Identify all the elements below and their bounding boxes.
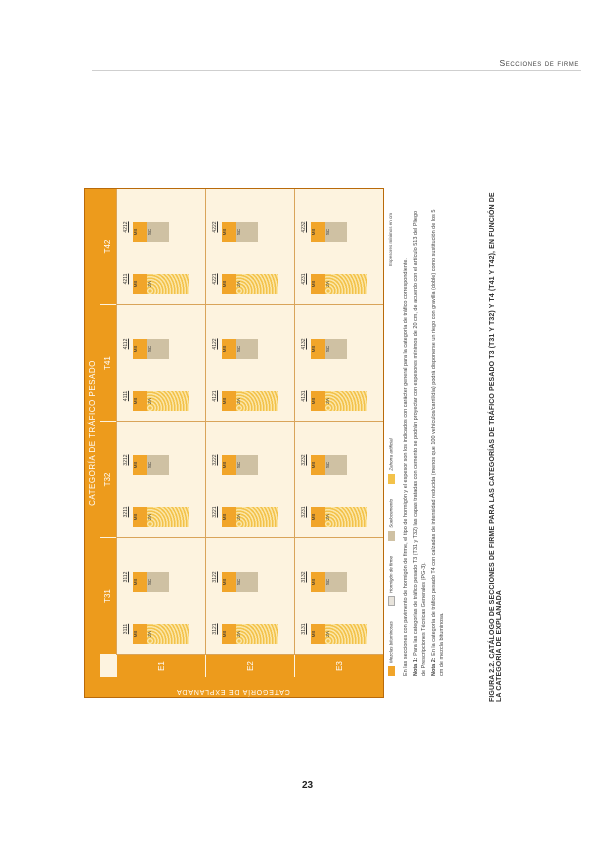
- section-4131: [301, 379, 371, 413]
- legend-item-mb: Mezclas bituminosas: [388, 621, 395, 676]
- legend-swatch-hf: [388, 596, 395, 606]
- traffic-col-t41: T41: [100, 305, 116, 422]
- section-4221: [212, 262, 282, 296]
- section-code: 4122: [212, 338, 218, 350]
- section-code: 3111: [123, 623, 129, 635]
- layer-mb: MB: [311, 222, 325, 242]
- layer-mb: MB: [311, 455, 325, 475]
- layer-za: ZA: [325, 507, 367, 527]
- traffic-header: CATEGORÍA DE TRÁFICO PESADO: [85, 189, 100, 677]
- row-label-e1: E1: [116, 655, 205, 677]
- layer-mb: MB: [133, 339, 147, 359]
- layer-mb: MB: [222, 455, 236, 475]
- catalog-matrix: [84, 188, 384, 698]
- section-4112: [123, 327, 193, 361]
- matrix-cell: [205, 305, 294, 422]
- page-number: 23: [301, 780, 314, 791]
- note-general: En las secciones con pavimento de hormigón de firme, el tipo de hormigón y el espesor son los indicados con carácter general para la categoría de tráfico correspondiente.: [403, 258, 409, 676]
- legend-swatch-mb: [388, 666, 395, 676]
- layer-sc: SC: [325, 222, 347, 242]
- matrix-cell: [116, 538, 205, 655]
- section-code: 3231: [301, 506, 307, 518]
- matrix-cell: [205, 538, 294, 655]
- legend-item-sc: Suelocemento: [388, 499, 395, 541]
- layer-za: ZA: [147, 391, 189, 411]
- layer-za: ZA: [325, 624, 367, 644]
- layer-sc: SC: [236, 222, 258, 242]
- layer-mb: MB: [133, 572, 147, 592]
- section-code: 3112: [123, 571, 129, 583]
- traffic-col-t32: T32: [100, 422, 116, 538]
- section-3121: [212, 612, 282, 646]
- explanada-header-text: CATEGORÍA DE EXPLANADA: [176, 688, 290, 695]
- layer-sc: SC: [325, 339, 347, 359]
- section-4132: [301, 327, 371, 361]
- section-code: 3221: [212, 506, 218, 518]
- matrix-cell: [205, 189, 294, 305]
- section-3131: [301, 612, 371, 646]
- layer-mb: MB: [311, 572, 325, 592]
- section-3212: [123, 443, 193, 477]
- note-1: Nota 1: Para las categorías de tráfico pesado T3 (T31 y T32) las capas tratadas con cemento se podrán proyectar con espesores mínimos de 20 cm, de acuerdo con el artículo 513 del Pliego de Prescripciones Técnicas Generales (PG-3).: [413, 210, 427, 676]
- section-code: 4212: [123, 221, 129, 233]
- layer-za: ZA: [147, 507, 189, 527]
- layer-za: ZA: [236, 507, 278, 527]
- section-4111: [123, 379, 193, 413]
- section-3211: [123, 495, 193, 529]
- section-3222: [212, 443, 282, 477]
- rotated-figure: [84, 184, 504, 704]
- section-3221: [212, 495, 282, 529]
- matrix-cell: [294, 305, 383, 422]
- layer-za: ZA: [325, 391, 367, 411]
- section-code: 3211: [123, 506, 129, 518]
- section-code: 4221: [212, 273, 218, 285]
- section-4212: [123, 210, 193, 244]
- section-code: 4131: [301, 390, 307, 402]
- layer-mb: MB: [222, 391, 236, 411]
- layer-za: ZA: [236, 274, 278, 294]
- section-code: 3131: [301, 623, 307, 635]
- layer-mb: MB: [311, 274, 325, 294]
- layer-za: ZA: [236, 391, 278, 411]
- section-code: 4222: [212, 221, 218, 233]
- matrix-cell: [294, 189, 383, 305]
- units-note: Espesores mínimos en cm: [388, 212, 393, 266]
- traffic-col-t42: T42: [100, 189, 116, 305]
- legend-swatch-sc: [388, 531, 395, 541]
- layer-mb: MB: [133, 391, 147, 411]
- section-code: 3132: [301, 571, 307, 583]
- layer-sc: SC: [236, 455, 258, 475]
- section-code: 4232: [301, 221, 307, 233]
- section-code: 3212: [123, 454, 129, 466]
- layer-za: ZA: [147, 624, 189, 644]
- layer-mb: MB: [133, 274, 147, 294]
- section-code: 4112: [123, 338, 129, 350]
- figure-caption: FIGURA 2.2. CATÁLOGO DE SECCIONES DE FIRME PARA LAS CATEGORÍAS DE TRÁFICO PESADO T3 (T31 Y T32) Y T4 (T41 Y T42), EN FUNCIÓN DE LA CATEGORÍA DE EXPLANADA: [489, 192, 503, 702]
- layer-mb: MB: [133, 507, 147, 527]
- layer-mb: MB: [133, 222, 147, 242]
- section-4222: [212, 210, 282, 244]
- layer-sc: SC: [236, 572, 258, 592]
- layer-mb: MB: [222, 624, 236, 644]
- layer-mb: MB: [222, 572, 236, 592]
- section-3132: [301, 560, 371, 594]
- layer-mb: MB: [222, 507, 236, 527]
- section-4231: [301, 262, 371, 296]
- section-code: 4132: [301, 338, 307, 350]
- section-code: 4231: [301, 273, 307, 285]
- legend-swatch-za: [388, 474, 395, 484]
- layer-mb: MB: [222, 274, 236, 294]
- layer-za: ZA: [236, 624, 278, 644]
- layer-mb: MB: [133, 624, 147, 644]
- row-label-e3: E3: [294, 655, 383, 677]
- section-3231: [301, 495, 371, 529]
- section-code: 3121: [212, 623, 218, 635]
- section-code: 3232: [301, 454, 307, 466]
- explanada-header: [85, 677, 383, 697]
- layer-sc: SC: [325, 572, 347, 592]
- matrix-cell: [116, 305, 205, 422]
- header-rule: [92, 70, 581, 71]
- legend-item-hf: Hormigón de firme: [388, 556, 395, 606]
- notes: [402, 206, 448, 676]
- section-code: 4211: [123, 273, 129, 285]
- section-code: 3222: [212, 454, 218, 466]
- section-3112: [123, 560, 193, 594]
- page-header: Secciones de firme: [499, 58, 579, 68]
- matrix-cell: [116, 422, 205, 538]
- section-code: 4121: [212, 390, 218, 402]
- section-4121: [212, 379, 282, 413]
- layer-mb: MB: [133, 455, 147, 475]
- layer-sc: SC: [147, 572, 169, 592]
- layer-sc: SC: [147, 339, 169, 359]
- section-3232: [301, 443, 371, 477]
- matrix-cell: [205, 422, 294, 538]
- section-4122: [212, 327, 282, 361]
- section-code: 3122: [212, 571, 218, 583]
- layer-mb: MB: [311, 507, 325, 527]
- section-3122: [212, 560, 282, 594]
- row-label-e2: E2: [205, 655, 294, 677]
- traffic-col-t31: T31: [100, 538, 116, 655]
- layer-mb: MB: [311, 339, 325, 359]
- layer-za: ZA: [147, 274, 189, 294]
- note-2: Nota 2: En la categoría de tráfico pesado T4 con calzadas de intensidad reducida (menos que 100 vehículos/carril/día) podrá disponerse un riego con gravilla (doble) como sustitución de los 5 cm de mezcla bituminosa.: [431, 209, 445, 676]
- layer-mb: MB: [311, 624, 325, 644]
- layer-sc: SC: [236, 339, 258, 359]
- matrix-cell: [294, 538, 383, 655]
- layer-sc: SC: [325, 455, 347, 475]
- layer-mb: MB: [222, 339, 236, 359]
- matrix-cell: [294, 422, 383, 538]
- section-4232: [301, 210, 371, 244]
- layer-za: ZA: [325, 274, 367, 294]
- layer-sc: SC: [147, 455, 169, 475]
- section-4211: [123, 262, 193, 296]
- layer-mb: MB: [311, 391, 325, 411]
- section-code: 4111: [123, 390, 129, 402]
- legend-item-za: Zahorra artificial: [388, 438, 395, 483]
- matrix-cell: [116, 189, 205, 305]
- layer-sc: SC: [147, 222, 169, 242]
- legend: [388, 196, 400, 676]
- section-3111: [123, 612, 193, 646]
- layer-mb: MB: [222, 222, 236, 242]
